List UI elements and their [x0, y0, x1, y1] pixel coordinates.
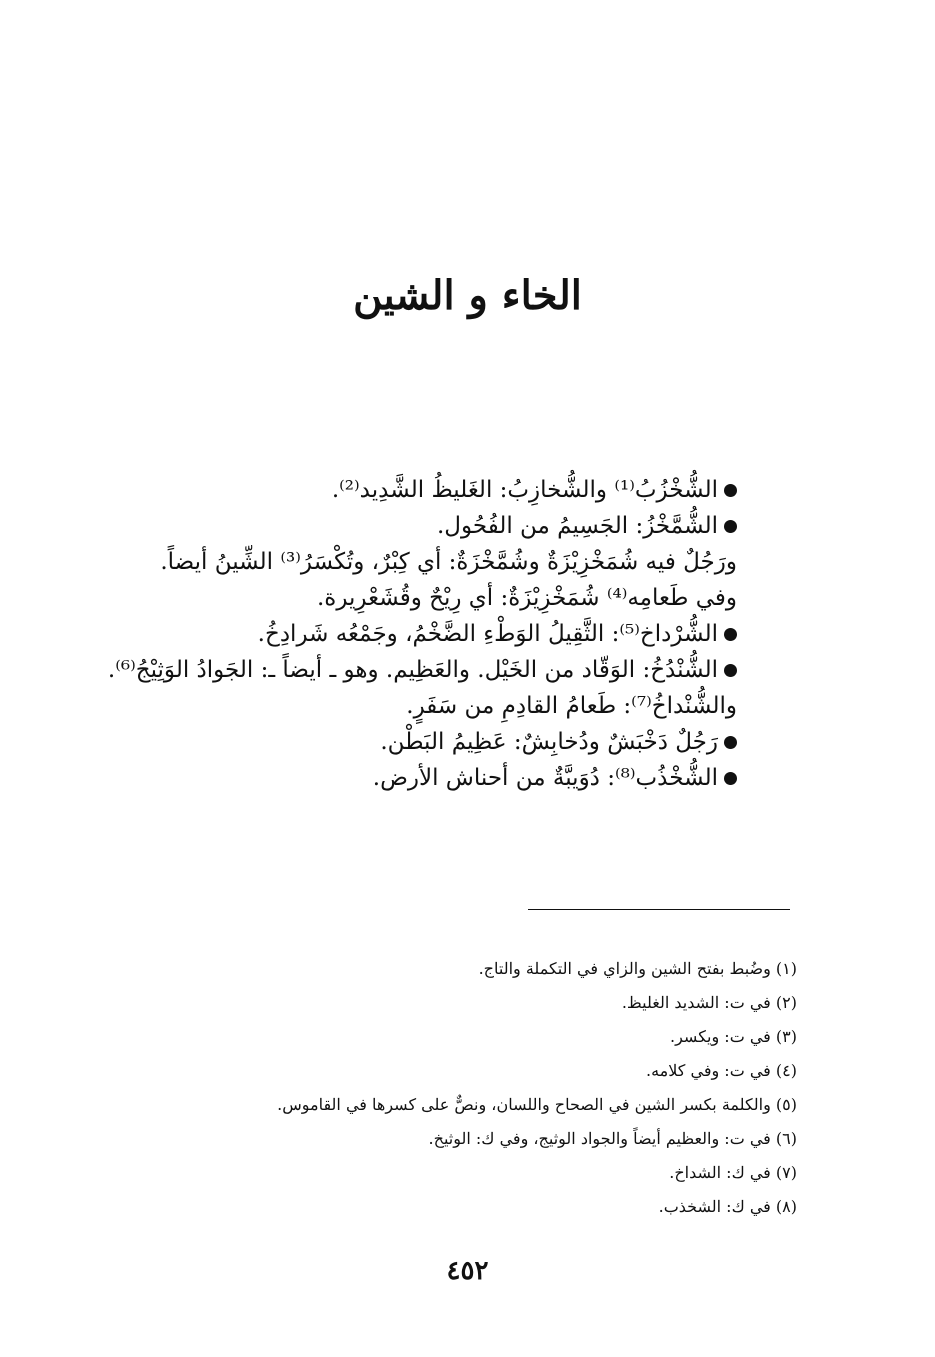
entry-text: الشُّخْزُبُ⁽¹⁾ والشُّخازِبُ: الغَليظُ الشَّدِيد⁽²⁾. [331, 477, 718, 503]
footnote-1: (١) وضُبط بفتح الشين والزاي في التكملة والتاج. [478, 959, 797, 978]
footnote-7: (٧) في ك: الشداخ. [669, 1163, 797, 1182]
entry-8 [177, 724, 737, 760]
page-number: ٤٥٢ [446, 1256, 489, 1286]
footnote-6: (٦) في ت: والعظيم أيضاً والجواد الوثيج، وفي ك: الوثيخ. [428, 1129, 797, 1148]
footnote-3: (٣) في ت: ويكسر. [670, 1027, 797, 1046]
entry-text: ورَجُلٌ فيه شُمَخْزِيْزَةٌ وشُمَّخْزَةٌ: أي كِبْرٌ، وتُكْسَرُ⁽³⁾ الشِّينُ أيضاً. [160, 549, 737, 575]
entry-1 [177, 472, 737, 508]
bullet-icon [724, 628, 737, 641]
footnote-5: (٥) والكلمة بكسر الشين في الصحاح واللسان، ونصٌّ على كسرها في القاموس. [277, 1095, 797, 1114]
bullet-icon [724, 664, 737, 677]
entry-3 [160, 544, 737, 580]
entry-text: رَجُلٌ دَخْبَشٌ ودُخابِشٌ: عَظِيمُ البَطْن. [380, 729, 718, 755]
entry-2 [177, 508, 737, 544]
chapter-title: الخاء و الشين [353, 272, 582, 319]
entry-4 [177, 580, 737, 616]
footnote-divider [528, 909, 790, 910]
entry-6 [107, 652, 737, 688]
entry-7 [177, 688, 737, 724]
footnote-2: (٢) في ت: الشديد الغليظ. [621, 993, 797, 1012]
entry-text: وفي طَعامِه⁽⁴⁾ شُمَخْزِيْزَةٌ: أي رِيْحٌ وقُشَعْرِيرة. [316, 585, 737, 611]
entry-text: الشُّخْذُب⁽⁸⁾: دُوَيبَّةٌ من أحناش الأرض. [372, 765, 718, 791]
footnote-4: (٤) في ت: وفي كلامه. [646, 1061, 797, 1080]
bullet-icon [724, 772, 737, 785]
bullet-icon [724, 520, 737, 533]
entry-9 [177, 760, 737, 796]
entry-text: والشُّنْداخُ⁽⁷⁾: طَعامُ القادِمِ من سَفَرٍ. [406, 693, 737, 719]
footnotes [237, 952, 797, 1224]
bullet-icon [724, 736, 737, 749]
entry-text: الشُّرْداخ⁽⁵⁾: الثَّقِيلُ الوَطْءِ الضَّخْمُ، وجَمْعُه شَرادِخُ. [257, 621, 718, 647]
entry-text: الشُّمَّخْزُ: الجَسِيمُ من الفُحُول. [436, 513, 718, 539]
entry-5 [177, 616, 737, 652]
entry-text: الشُّنْدُخُ: الوَقّاد من الخَيْل. والعَظِيم. وهو ـ أيضاً ـ: الجَوادُ الوَثِيْجُ⁽⁶⁾. [107, 657, 718, 683]
bullet-icon [724, 484, 737, 497]
dictionary-entries [107, 472, 737, 796]
footnote-8: (٨) في ك: الشخذب. [658, 1197, 797, 1216]
